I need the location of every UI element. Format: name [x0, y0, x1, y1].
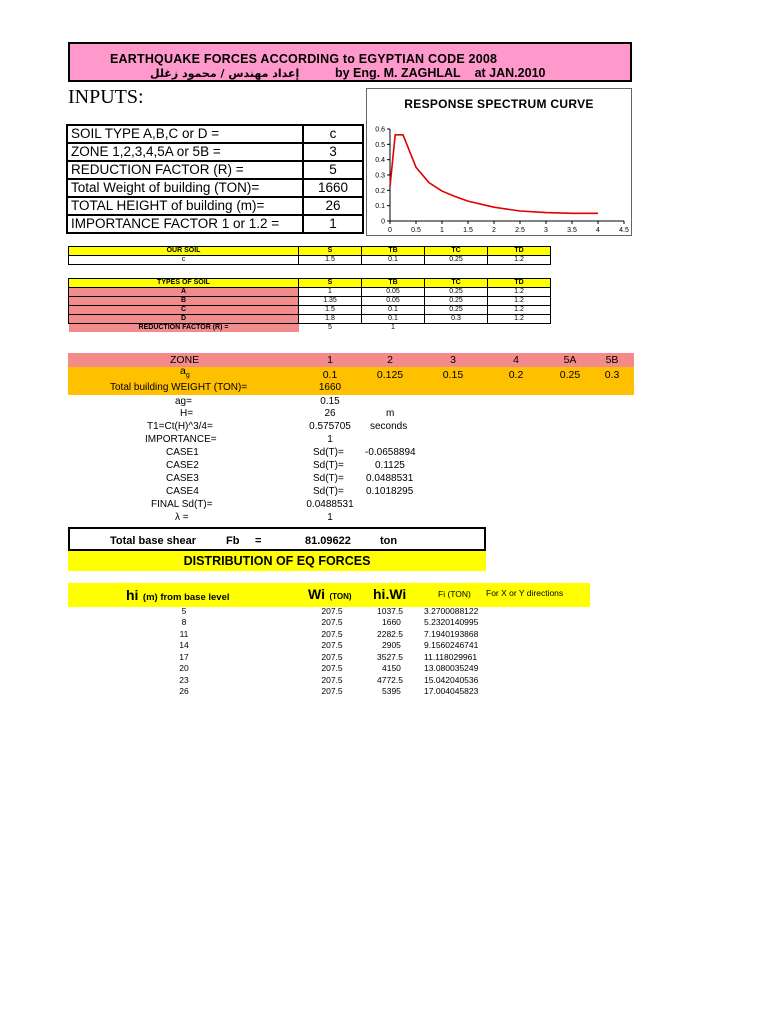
fi-cell: 17.004045823	[424, 686, 479, 696]
y-tick-label: 0.1	[375, 203, 385, 211]
calc-label: H=	[180, 408, 194, 419]
wi-cell: 207.5	[321, 663, 343, 673]
calc-label: IMPORTANCE=	[145, 434, 217, 445]
wi-cell: 207.5	[321, 652, 343, 662]
response-spectrum-chart	[366, 88, 632, 236]
fi-cell: 3.2700088122	[424, 606, 479, 616]
wi-cell: 207.5	[321, 640, 343, 650]
cell: 1.2	[488, 306, 551, 315]
zone-cell: 5A	[563, 354, 577, 366]
input-row-weight	[67, 179, 363, 197]
case-value: 0.1018295	[366, 486, 414, 497]
ag-cell: 0.2	[508, 369, 524, 381]
header-cell: TD	[488, 247, 551, 256]
author-date: by Eng. M. ZAGHLAL at JAN.2010	[335, 66, 546, 80]
cell: 1	[391, 324, 395, 331]
hi-cell: 5	[181, 606, 187, 616]
base-shear-eq: =	[255, 535, 262, 547]
wi-cell: 207.5	[321, 675, 343, 685]
header-cell: TC	[425, 247, 488, 256]
cell: 0.25	[425, 306, 488, 315]
calc-unit: m	[386, 408, 395, 419]
case-label: CASE1	[166, 447, 199, 458]
calc-value: 26	[324, 408, 336, 419]
zone-label: ZONE	[170, 354, 200, 366]
cell: 0.25	[425, 256, 488, 265]
hw-cell: 4772.5	[377, 675, 403, 685]
x-tick-label: 1.5	[463, 227, 473, 234]
input-cell-reduction[interactable]: 5	[303, 161, 363, 179]
arabic-author: إعداد مهندس / محمود زغلل	[150, 67, 300, 80]
reduction-row	[69, 324, 551, 333]
input-label: TOTAL HEIGHT of building (m)=	[67, 197, 303, 215]
input-row-soil-type	[67, 125, 363, 143]
input-cell-weight[interactable]: 1660	[303, 179, 363, 197]
table-row	[69, 306, 551, 315]
cell: 1	[299, 288, 362, 297]
cell: 1.8	[299, 315, 362, 324]
input-label: IMPORTANCE FACTOR 1 or 1.2 =	[67, 215, 303, 233]
hw-cell: 3527.5	[377, 652, 403, 662]
y-tick-label: 0	[381, 218, 385, 226]
hw-cell: 1037.5	[377, 606, 403, 616]
ag-cell: 0.125	[376, 369, 404, 381]
calc-value: 0.575705	[309, 421, 351, 432]
hi-cell: 8	[181, 617, 187, 627]
case-value: 0.1125	[375, 460, 405, 471]
fi-cell: 11.118029961	[424, 652, 478, 662]
zone-cell: 5B	[605, 354, 619, 366]
table-row	[69, 315, 551, 324]
table-row	[69, 288, 551, 297]
inputs-table	[66, 124, 364, 234]
hw-cell: 2282.5	[377, 629, 403, 639]
hi-cell: 17	[179, 652, 189, 662]
soil-type-label: B	[69, 297, 299, 306]
case-sd: Sd(T)=	[313, 486, 344, 497]
soil-types-table	[68, 278, 551, 332]
wi-cell: 207.5	[321, 686, 343, 696]
fi-cell: 5.2320140995	[424, 617, 479, 627]
ag-label: $a_g$	[180, 365, 190, 380]
soil-type-label: C	[69, 306, 299, 315]
cell: 1.2	[488, 315, 551, 324]
cell: 0.1	[362, 315, 425, 324]
input-cell-zone[interactable]: 3	[303, 143, 363, 161]
fi-header: Fi (TON)	[438, 589, 471, 599]
wi-cell: 207.5	[321, 629, 343, 639]
calc-value: 1	[327, 434, 333, 445]
cell: 1.2	[488, 297, 551, 306]
header-cell: S	[299, 247, 362, 256]
y-tick-label: 0.6	[375, 126, 385, 134]
cell: 0.1	[362, 306, 425, 315]
cell: 0.05	[362, 288, 425, 297]
header-cell: TB	[362, 247, 425, 256]
y-tick-label: 0.3	[375, 172, 385, 180]
soil-type-label: A	[69, 288, 299, 297]
cell: 1.2	[488, 288, 551, 297]
x-tick-label: 4	[596, 227, 600, 234]
ag-cell: 0.25	[559, 369, 581, 381]
x-tick-label: 0.5	[411, 227, 421, 234]
cell: 1.35	[299, 297, 362, 306]
cell: c	[69, 256, 299, 265]
hw-cell: 4150	[382, 663, 401, 673]
hi-cell: 26	[179, 686, 189, 696]
fi-cell: 7.1940193868	[424, 629, 479, 639]
x-tick-label: 0	[388, 227, 392, 234]
spectrum-series-line	[390, 135, 598, 214]
input-row-height	[67, 197, 363, 215]
input-row-zone	[67, 143, 363, 161]
input-row-reduction	[67, 161, 363, 179]
calc-value: 0.0488531	[306, 499, 354, 510]
zone-cell: 3	[450, 354, 456, 366]
calc-label: λ =	[175, 512, 189, 523]
header-cell: TD	[488, 279, 551, 288]
base-shear-symbol: Fb	[226, 535, 240, 547]
input-label: ZONE 1,2,3,4,5A or 5B =	[67, 143, 303, 161]
header-cell: TC	[425, 279, 488, 288]
distribution-title: DISTRIBUTION OF EQ FORCES	[183, 554, 371, 568]
hw-cell: 1660	[382, 617, 401, 627]
header-banner	[68, 42, 632, 82]
y-tick-label: 0.5	[375, 141, 385, 149]
input-label: SOIL TYPE A,B,C or D =	[67, 125, 303, 143]
soil-type-label: D	[69, 315, 299, 324]
input-cell-importance[interactable]: 1	[303, 215, 363, 233]
calc-value: 1	[327, 512, 333, 523]
base-shear-label: Total base shear	[110, 535, 196, 547]
inputs-heading: INPUTS:	[68, 86, 144, 108]
calc-unit: seconds	[370, 421, 408, 432]
base-shear-box	[68, 527, 486, 551]
calc-label: T1=Ct(H)^3/4=	[147, 421, 213, 432]
x-tick-label: 3.5	[567, 227, 577, 234]
cell: 0.25	[425, 288, 488, 297]
wi-cell: 207.5	[321, 606, 343, 616]
y-tick-label: 0.4	[375, 157, 385, 165]
case-sd: Sd(T)=	[313, 473, 344, 484]
case-label: CASE4	[166, 486, 199, 497]
x-tick-label: 2.5	[515, 227, 525, 234]
chart-title: RESPONSE SPECTRUM CURVE	[404, 97, 594, 111]
weight-value: 1660	[318, 382, 342, 393]
fi-cell: 13.080035249	[424, 663, 479, 673]
zone-cell: 2	[387, 354, 393, 366]
ag-cell: 0.1	[322, 369, 338, 381]
wi-cell: 207.5	[321, 617, 343, 627]
calc-value: 0.15	[320, 396, 340, 407]
x-tick-label: 4.5	[619, 227, 629, 234]
zone-cell: 1	[327, 354, 333, 366]
hi-cell: 20	[179, 663, 189, 673]
our-soil-row	[69, 256, 551, 265]
cell: 1.5	[299, 306, 362, 315]
cell: 0.05	[362, 297, 425, 306]
hw-cell: 5395	[382, 686, 401, 696]
header-cell: TYPES OF SOIL	[69, 279, 299, 288]
header-cell: TB	[362, 279, 425, 288]
header-cell: OUR SOIL	[69, 247, 299, 256]
ag-cell: 0.15	[442, 369, 464, 381]
weight-label: Total building WEIGHT (TON)=	[110, 382, 248, 393]
hi-cell: 23	[179, 675, 189, 685]
cell: 0.1	[362, 256, 425, 265]
input-row-importance	[67, 215, 363, 233]
direction-header: For X or Y directions	[486, 588, 564, 598]
cell: 0.25	[425, 297, 488, 306]
cell: 1.2	[488, 256, 551, 265]
calc-label: FINAL Sd(T)=	[151, 499, 213, 510]
calc-label: ag=	[175, 396, 192, 407]
base-shear-unit: ton	[380, 535, 398, 547]
y-tick-label: 0.2	[375, 187, 385, 195]
x-tick-label: 3	[544, 227, 548, 234]
reduction-label: REDUCTION FACTOR (R) =	[69, 324, 299, 333]
hi-cell: 14	[179, 640, 189, 650]
case-sd: Sd(T)=	[313, 460, 344, 471]
cell: 1.5	[299, 256, 362, 265]
input-cell-height[interactable]: 26	[303, 197, 363, 215]
fi-cell: 9.1560246741	[424, 640, 479, 650]
zone-cell: 4	[513, 354, 519, 366]
table-row	[69, 297, 551, 306]
ag-cell: 0.3	[604, 369, 620, 381]
input-label: Total Weight of building (TON)=	[67, 179, 303, 197]
cell: 0.3	[425, 315, 488, 324]
base-shear-value: 81.09622	[305, 535, 351, 547]
hw-cell: 2905	[382, 640, 401, 650]
x-tick-label: 1	[440, 227, 444, 234]
wi-header: Wi (TON)	[308, 586, 352, 602]
fi-cell: 15.042040536	[424, 675, 479, 685]
case-value: -0.0658894	[365, 447, 416, 458]
cell: 5	[328, 324, 332, 331]
sheet-title: EARTHQUAKE FORCES ACCORDING to EGYPTIAN CODE 2008	[110, 52, 498, 66]
input-cell-soil-type[interactable]: c	[303, 125, 363, 143]
case-value: 0.0488531	[366, 473, 414, 484]
distribution-header	[68, 583, 590, 607]
input-label: REDUCTION FACTOR (R) =	[67, 161, 303, 179]
case-label: CASE3	[166, 473, 199, 484]
our-soil-header	[69, 247, 551, 256]
hi-header: hi (m) from base level	[126, 587, 230, 603]
our-soil-table	[68, 246, 551, 265]
x-tick-label: 2	[492, 227, 496, 234]
hw-header: hi.Wi	[373, 586, 407, 602]
case-label: CASE2	[166, 460, 199, 471]
header-cell: S	[299, 279, 362, 288]
case-sd: Sd(T)=	[313, 447, 344, 458]
hi-cell: 11	[179, 629, 189, 639]
soil-types-header	[69, 279, 551, 288]
